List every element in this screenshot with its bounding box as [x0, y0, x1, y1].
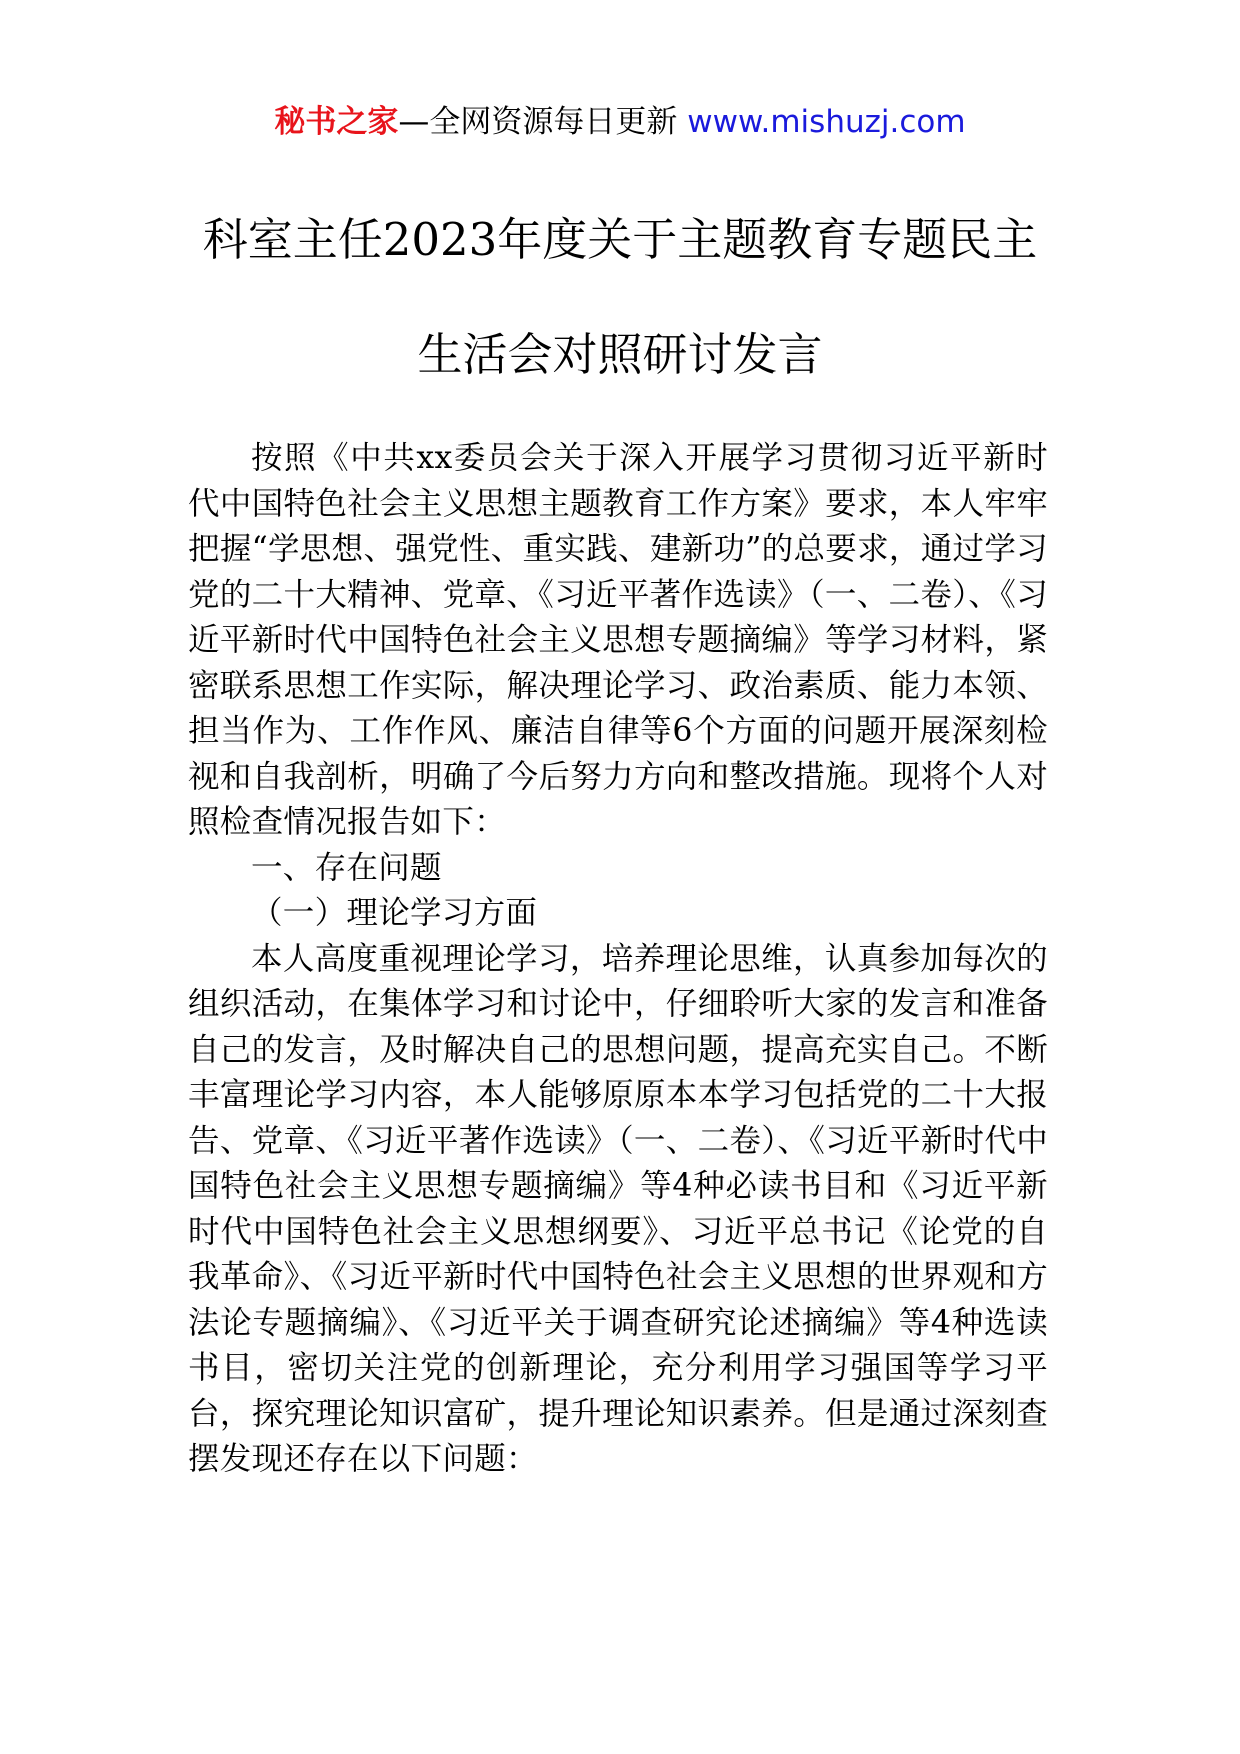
site-brand: 秘书之家	[274, 104, 399, 140]
document-title-line-2: 生活会对照研讨发言	[417, 328, 823, 381]
intro-paragraph: 按照《中共xx委员会关于深入开展学习贯彻习近平新时代中国特色社会主义思想主题教育工作方案》要求，本人牢牢把握“学思想、强党性、重实践、建新功”的总要求，通过学习党的二十大精神、党章、《习近平著作选读》（一、二卷）、《习近平新时代中国特色社会主义思想专题摘编》等学习材料，紧密联系思想工作实际，解决理论学习、政治素质、能力本领、担当作为、工作作风、廉洁自律等6个方面的问题开展深刻检视和自我剖析，明确了今后努力方向和整改措施。现将个人对照检查情况报告如下：	[188, 440, 1048, 840]
subsection-heading: （一）理论学习方面	[251, 895, 538, 931]
document-title-line-1: 科室主任2023年度关于主题教育专题民主	[202, 213, 1038, 266]
body-paragraph: 本人高度重视理论学习，培养理论思维，认真参加每次的组织活动，在集体学习和讨论中，仔细聆听大家的发言和准备自己的发言，及时解决自己的思想问题，提高充实自己。不断丰富理论学习内容，本人能够原原本本学习包括党的二十大报告、党章、《习近平著作选读》（一、二卷）、《习近平新时代中国特色社会主义思想专题摘编》等4种必读书目和《习近平新时代中国特色社会主义思想纲要》、习近平总书记《论党的自我革命》、《习近平新时代中国特色社会主义思想的世界观和方法论专题摘编》、《习近平关于调查研究论述摘编》等4种选读书目，密切关注党的创新理论，充分利用学习强国等学习平台，探究理论知识富矿，提升理论知识素养。但是通过深刻查摆发现还存在以下问题：	[188, 940, 1048, 1477]
site-url-link[interactable]: www.mishuzj.com	[687, 104, 966, 140]
site-header	[0, 102, 1240, 142]
section-heading: 一、存在问题	[251, 849, 442, 886]
site-slogan: —全网资源每日更新	[398, 104, 688, 140]
document-body	[188, 436, 1048, 1483]
